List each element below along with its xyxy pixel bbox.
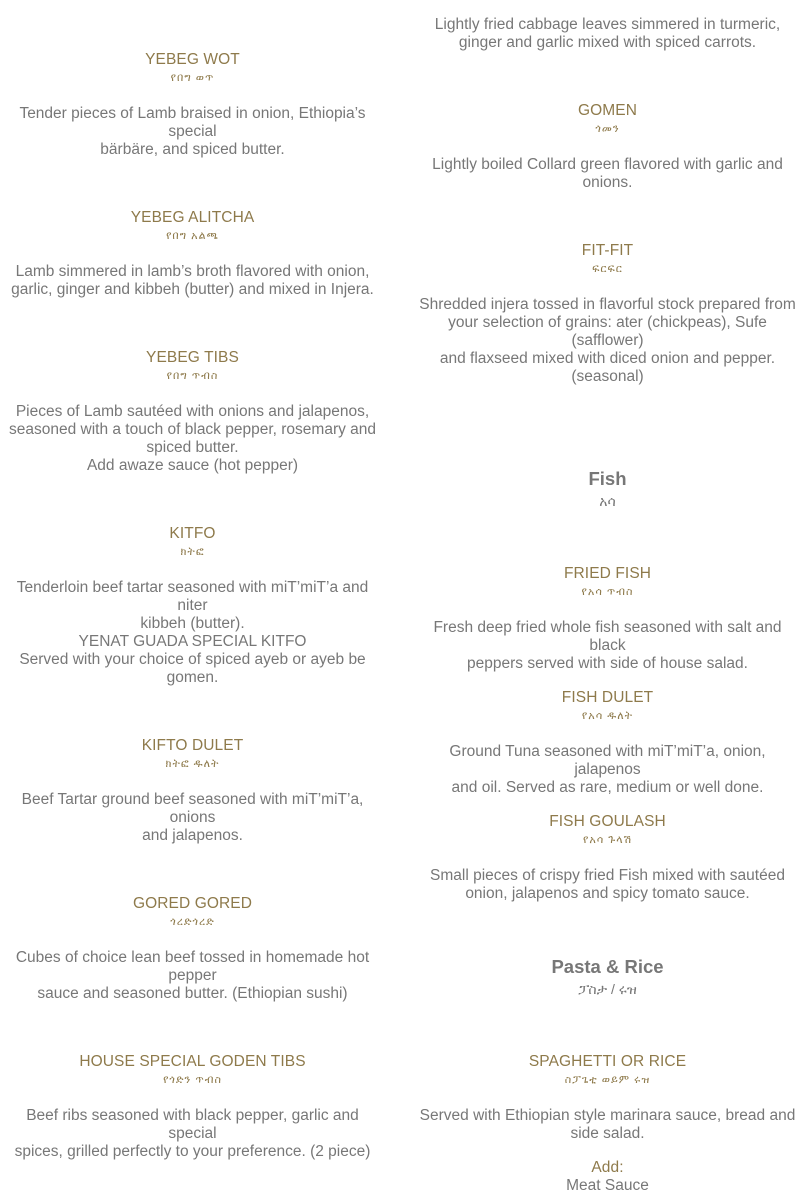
menu-column-left bbox=[0, 0, 385, 1191]
menu-item-amharic: የአሳ ጥብስ bbox=[581, 586, 634, 598]
menu-item-amharic: ጎረድጎረድ bbox=[170, 916, 215, 928]
menu-item-name: YEBEG ALITCHA bbox=[130, 209, 255, 226]
menu-item-kifto-dulet bbox=[0, 737, 385, 845]
menu-item-amharic: ክትፎ ዱለት bbox=[165, 758, 220, 770]
menu-column-right bbox=[415, 0, 800, 1191]
menu-item-fish-dulet bbox=[415, 689, 800, 797]
menu-item-name: YEBEG WOT bbox=[145, 51, 240, 68]
menu-item-description: Ground Tuna seasoned with miT’miT’a, onion, jalapenos and oil. Served as rare, medium or well done. bbox=[449, 743, 766, 796]
section-heading-pasta-rice bbox=[415, 956, 800, 1000]
menu-item-amharic: የበግ አልጫ bbox=[166, 230, 219, 242]
menu-item-yebeg-alitcha bbox=[0, 209, 385, 299]
menu-item-amharic: ክትፎ bbox=[180, 546, 205, 558]
menu-item-name: GOMEN bbox=[577, 102, 638, 119]
menu-item-name: YEBEG TIBS bbox=[146, 349, 239, 366]
menu-item-goden-tibs bbox=[0, 1053, 385, 1161]
menu-item-description: Lightly boiled Collard green flavored with garlic and onions. bbox=[432, 156, 783, 191]
menu-item-name: KIFTO DULET bbox=[141, 737, 244, 754]
menu-item-kitfo bbox=[0, 525, 385, 687]
menu-item-name: SPAGHETTI OR RICE bbox=[528, 1053, 687, 1070]
menu-item-name: GORED GORED bbox=[132, 895, 253, 912]
menu-item-gomen bbox=[415, 102, 800, 192]
menu-item-description: Served with Ethiopian style marinara sauce, bread and side salad. bbox=[419, 1107, 796, 1142]
menu-item-description: Tender pieces of Lamb braised in onion, Ethiopia’s special bärbäre, and spiced butter. bbox=[19, 105, 366, 158]
section-title: Fish bbox=[588, 468, 627, 489]
menu-item-amharic: የጎድን ጥብስ bbox=[163, 1074, 222, 1086]
menu-item-yebeg-tibs bbox=[0, 349, 385, 475]
menu-item-name: FIT-FIT bbox=[581, 242, 634, 259]
menu-item-gored-gored bbox=[0, 895, 385, 1003]
menu-item-amharic: ስፓጌቲ ወይም ሩዝ bbox=[564, 1074, 651, 1086]
section-title-amharic: አሳ bbox=[599, 493, 616, 509]
menu-item-fish-goulash bbox=[415, 813, 800, 903]
menu-item-description: Pieces of Lamb sautéed with onions and jalapenos, seasoned with a touch of black pepper, rosemary and spiced butter. Add awaze sauce (hot pepper) bbox=[8, 403, 377, 474]
menu-item-spaghetti-or-rice bbox=[415, 1053, 800, 1191]
menu-item-description: Small pieces of crispy fried Fish mixed with sautéed onion, jalapenos and spicy tomato sauce. bbox=[430, 867, 785, 902]
menu-item-description: Cubes of choice lean beef tossed in homemade hot pepper sauce and seasoned butter. (Ethiopian sushi) bbox=[15, 949, 370, 1002]
menu-item-description: Beef Tartar ground beef seasoned with miT’miT’a, onions and jalapenos. bbox=[21, 791, 364, 844]
menu-item-amharic: ጎመን bbox=[595, 123, 620, 135]
menu-item-amharic: የአሳ ጉላሽ bbox=[582, 834, 633, 846]
menu-item-name: FISH DULET bbox=[561, 689, 654, 706]
menu-item-amharic: የበግ ወጥ bbox=[170, 72, 215, 84]
section-title: Pasta & Rice bbox=[551, 956, 664, 977]
menu-item-name: FISH GOULASH bbox=[549, 813, 666, 830]
menu-item-description: Beef ribs seasoned with black pepper, garlic and special spices, grilled perfectly to your preference. (2 piece) bbox=[14, 1107, 371, 1160]
section-heading-fish bbox=[415, 468, 800, 512]
menu-item-name: KITFO bbox=[169, 525, 216, 542]
menu-item-amharic: የበግ ጥብስ bbox=[166, 370, 219, 382]
menu-item-yebeg-wot bbox=[0, 51, 385, 159]
menu-item-description-continued: Lightly fried cabbage leaves simmered in turmeric, ginger and garlic mixed with spiced carrots. bbox=[434, 16, 781, 51]
menu-item-name: HOUSE SPECIAL GODEN TIBS bbox=[79, 1053, 306, 1070]
menu-item-amharic: ፍርፍር bbox=[592, 263, 623, 275]
menu-item-name: FRIED FISH bbox=[563, 565, 652, 582]
add-on-label: Add: bbox=[591, 1159, 624, 1176]
menu-item-description: Tenderloin beef tartar seasoned with miT’miT’a and niter kibbeh (butter). YENAT GUADA SPECIAL KITFO Served with your choice of spiced ayeb or ayeb be gomen. bbox=[16, 579, 369, 686]
menu-item-description: Fresh deep fried whole fish seasoned with salt and black peppers served with side of house salad. bbox=[433, 619, 782, 672]
add-on-item: Meat Sauce bbox=[566, 1177, 649, 1191]
section-title-amharic: ፓስታ / ሩዝ bbox=[578, 981, 637, 997]
menu-item-description: Lamb simmered in lamb’s broth flavored with onion, garlic, ginger and kibbeh (butter) and mixed in Injera. bbox=[11, 263, 374, 298]
menu-item-fit-fit bbox=[415, 242, 800, 386]
menu-item-description: Shredded injera tossed in flavorful stock prepared from your selection of grains: ater (chickpeas), Sufe (safflower) and flaxseed mixed with diced onion and pepper. (seasonal) bbox=[419, 296, 796, 385]
menu-item-fried-fish bbox=[415, 565, 800, 673]
menu-item-amharic: የአሳ ዱለት bbox=[581, 710, 634, 722]
